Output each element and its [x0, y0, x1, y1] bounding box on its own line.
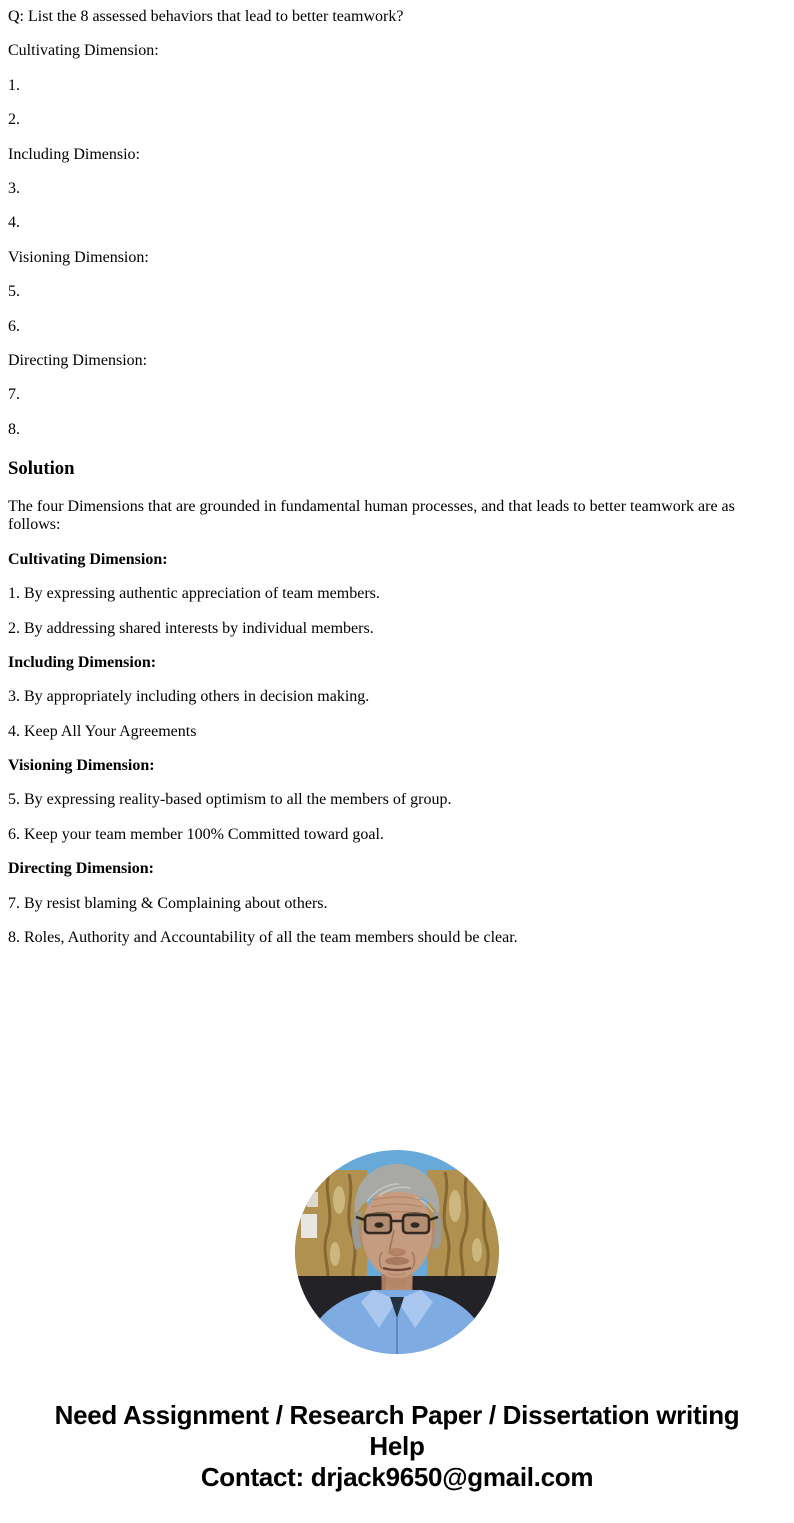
question-line: 6. [8, 317, 20, 335]
solution-section [8, 458, 786, 948]
dimension-heading [8, 551, 786, 569]
avatar-mustache-shadow [385, 1257, 409, 1265]
solution-intro: The four Dimensions that are grounded in fundamental human processes, and that leads to better teamwork are as follows: [8, 497, 735, 534]
solution-item: 5. By expressing reality-based optimism to all the members of group. [8, 791, 452, 809]
solution-item: 2. By addressing shared interests by individual members. [8, 619, 374, 637]
solution-item: 6. Keep your team member 100% Committed toward goal. [8, 825, 384, 843]
footer-contact: Contact: drjack9650@gmail.com [200, 1462, 594, 1493]
question-line: 8. [8, 420, 20, 438]
tutor-avatar-illustration [295, 1150, 499, 1354]
dimension-heading-text: Cultivating Dimension: [8, 550, 168, 568]
solution-item: 4. Keep All Your Agreements [8, 722, 197, 740]
solution-item: 3. By appropriately including others in decision making. [8, 688, 370, 706]
question-line: Including Dimensio: [8, 145, 140, 163]
question-line: 7. [8, 386, 20, 404]
question-line: Cultivating Dimension: [8, 42, 159, 60]
solution-item: 8. Roles, Authority and Accountability of all the team members should be clear. [8, 929, 518, 947]
tutor-avatar-photo [295, 1150, 499, 1354]
dimension-heading [8, 860, 786, 878]
avatar-nostril-shade [388, 1248, 406, 1256]
question-prompt: Q: List the 8 assessed behaviors that lead to better teamwork? [8, 8, 404, 25]
avatar-chin-shade [387, 1278, 407, 1288]
document-body [8, 8, 786, 947]
footer-help-text: Need Assignment / Research Paper / Dissertation writing Help [54, 1400, 740, 1462]
avatar-window-frame [301, 1214, 317, 1238]
solution-heading: Solution [8, 457, 75, 479]
question-line: Visioning Dimension: [8, 248, 149, 266]
question-line: 1. [8, 76, 20, 94]
question-line: 5. [8, 283, 20, 301]
avatar-window-frame-small [307, 1192, 318, 1207]
dimension-heading [8, 654, 786, 672]
question-section [8, 8, 786, 439]
question-line: 2. [8, 111, 20, 129]
solution-item: 7. By resist blaming & Complaining about others. [8, 894, 328, 912]
question-line: 3. [8, 179, 20, 197]
dimension-heading-text: Visioning Dimension: [8, 757, 155, 775]
dimension-heading-text: Directing Dimension: [8, 860, 154, 878]
dimension-heading-text: Including Dimension: [8, 653, 157, 671]
question-line: Directing Dimension: [8, 351, 148, 369]
footer-banner [0, 1400, 794, 1493]
solution-item: 1. By expressing authentic appreciation of team members. [8, 585, 380, 603]
question-line: 4. [8, 214, 20, 232]
dimension-heading [8, 757, 786, 775]
